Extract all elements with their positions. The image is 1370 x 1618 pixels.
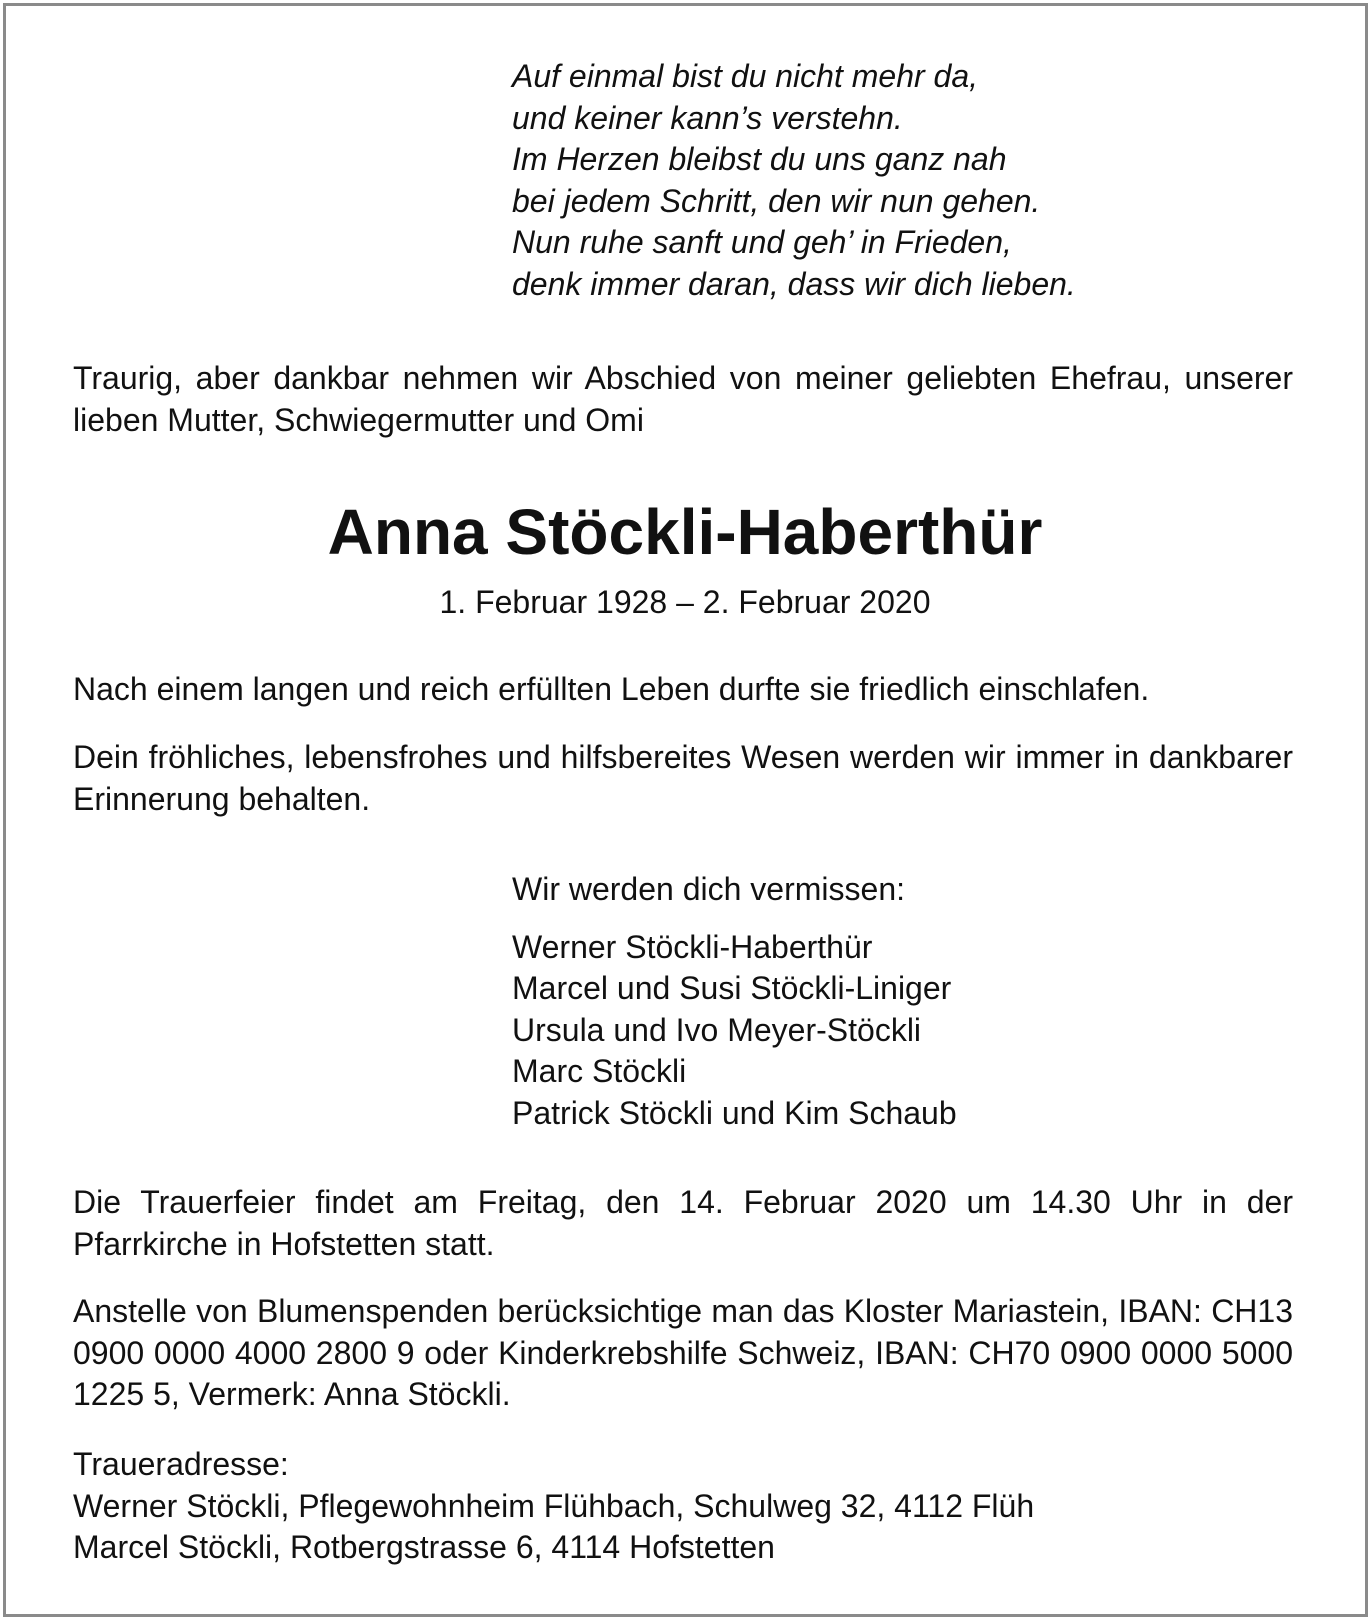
ceremony-paragraph: Die Trauerfeier findet am Freitag, den 14. Februar 2020 um 14.30 Uhr in der Pfarrkirche in Hofstetten statt. — [73, 1184, 1293, 1262]
poem-line: Im Herzen bleibst du uns ganz nah — [512, 141, 1007, 177]
poem-line: bei jedem Schritt, den wir nun gehen. — [512, 182, 1041, 219]
poem — [512, 56, 1076, 305]
mourner-name: Werner Stöckli-Haberthür — [512, 928, 873, 965]
mourner-name: Ursula und Ivo Meyer-Stöckli — [512, 1011, 922, 1048]
deceased-name: Anna Stöckli-Haberthür — [327, 496, 1043, 568]
life-dates: 1. Februar 1928 – 2. Februar 2020 — [439, 584, 931, 620]
memory-paragraph: Dein fröhliches, lebensfrohes und hilfsbereites Wesen werden wir immer in dankbarer Erinnerung behalten. — [73, 739, 1293, 817]
mourning-address — [73, 1444, 1293, 1569]
mourner-name: Marc Stöckli — [512, 1053, 687, 1089]
mourners-list — [512, 869, 957, 1134]
mourner-name: Patrick Stöckli und Kim Schaub — [512, 1094, 957, 1131]
poem-line: denk immer daran, dass wir dich lieben. — [512, 265, 1076, 302]
address-label: Traueradresse: — [73, 1446, 289, 1482]
life-paragraph: Nach einem langen und reich erfüllten Leben durfte sie friedlich einschlafen. — [73, 671, 1150, 707]
poem-line: Nun ruhe sanft und geh’ in Frieden, — [512, 224, 1012, 260]
poem-line: Auf einmal bist du nicht mehr da, — [512, 58, 979, 94]
poem-line: und keiner kann’s verstehn. — [512, 99, 903, 136]
mourners-heading: Wir werden dich vermissen: — [512, 871, 905, 907]
mourner-name: Marcel und Susi Stöckli-Liniger — [512, 970, 952, 1006]
donations-paragraph: Anstelle von Blumenspenden berücksichtige man das Kloster Mariastein, IBAN: CH13 0900 0000 4000 2800 9 oder Kinderkrebshilfe Schweiz, IBAN: CH70 0900 0000 5000 1225 5, Vermerk: Anna Stöckli. — [73, 1293, 1293, 1412]
address-line: Marcel Stöckli, Rotbergstrasse 6, 4114 Hofstetten — [73, 1529, 775, 1565]
address-line: Werner Stöckli, Pflegewohnheim Flühbach, Schulweg 32, 4112 Flüh — [73, 1487, 1035, 1524]
intro-paragraph: Traurig, aber dankbar nehmen wir Abschied von meiner geliebten Ehefrau, unserer lieben Mutter, Schwiegermutter und Omi — [73, 360, 1293, 438]
